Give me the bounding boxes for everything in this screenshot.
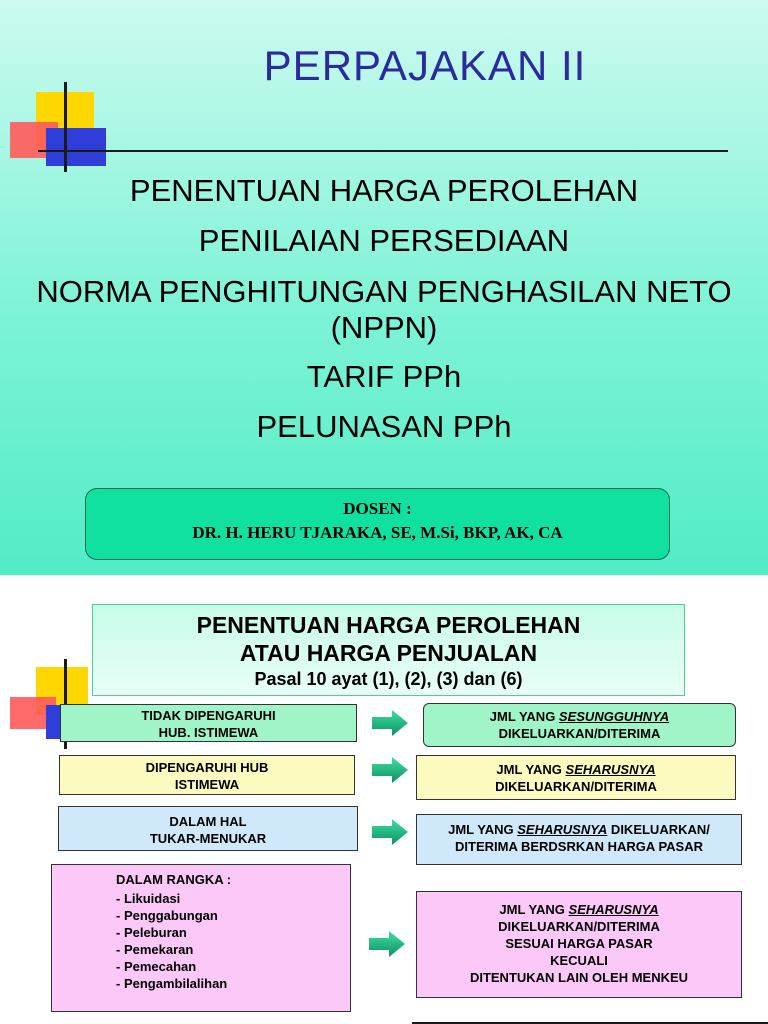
condition-text: TIDAK DIPENGARUHI	[141, 708, 276, 723]
title-divider	[38, 150, 728, 152]
result-box-1	[423, 703, 736, 747]
result-box-4	[416, 891, 742, 998]
result-line: DITENTUKAN LAIN OLEH MENKEU	[469, 970, 689, 985]
condition-box-3	[58, 806, 358, 851]
topic-item: NORMA PENGHITUNGAN PENGHASILAN NETO	[36, 274, 732, 309]
topic-item: (NPPN)	[330, 310, 438, 345]
condition-text: HUB. ISTIMEWA	[158, 725, 259, 740]
condition-text: ISTIMEWA	[174, 777, 240, 792]
result-line: DIKELUARKAN/DITERIMA	[495, 779, 657, 794]
rangka-title: DALAM RANGKA :	[116, 872, 232, 887]
result-line: SESUAI HARGA PASAR	[505, 936, 653, 951]
result-line: JML YANG SEHARUSNYA	[496, 762, 656, 777]
condition-box-2	[59, 755, 355, 795]
slide-1-title: PERPAJAKAN II	[263, 42, 587, 89]
result-line: KECUALI	[550, 953, 608, 968]
topic-item: PENENTUAN HARGA PEROLEHAN	[129, 173, 639, 208]
result-box-3	[416, 814, 742, 865]
slide-2	[0, 575, 768, 1024]
arrow-right-icon	[372, 757, 408, 783]
result-line: JML YANG SEHARUSNYA DIKELUARKAN/	[448, 822, 710, 837]
arrow-right-icon	[372, 710, 408, 736]
condition-box-4	[51, 864, 351, 1012]
result-box-2	[416, 755, 736, 800]
rangka-item: - Likuidasi	[116, 891, 181, 906]
result-line: DITERIMA BERDSRKAN HARGA PASAR	[455, 839, 703, 854]
rangka-item: - Pemekaran	[116, 942, 194, 957]
topic-item: PELUNASAN PPh	[256, 409, 512, 444]
rangka-item: - Penggabungan	[116, 908, 218, 923]
result-line: JML YANG SEHARUSNYA	[499, 902, 659, 917]
rangka-item: - Pengambilalihan	[116, 976, 228, 991]
topic-item: TARIF PPh	[306, 359, 462, 394]
arrow-right-icon	[372, 819, 408, 845]
arrow-right-icon	[369, 931, 405, 957]
result-line: JML YANG SESUNGGUHNYA	[489, 709, 670, 724]
result-line: DIKELUARKAN/DITERIMA	[498, 919, 660, 934]
section-header	[92, 604, 685, 696]
condition-text: DIPENGARUHI HUB	[145, 760, 269, 775]
condition-text: DALAM HAL	[169, 814, 247, 829]
header-legal-basis: Pasal 10 ayat (1), (2), (3) dan (6)	[254, 669, 523, 689]
rangka-item: - Pemecahan	[116, 959, 197, 974]
lecturer-box	[85, 488, 670, 560]
topic-list	[0, 166, 768, 452]
result-line: DIKELUARKAN/DITERIMA	[498, 726, 661, 741]
rangka-item: - Peleburan	[116, 925, 187, 940]
header-line-2: ATAU HARGA PENJUALAN	[239, 640, 538, 666]
header-line-1: PENENTUAN HARGA PEROLEHAN	[196, 612, 581, 638]
condition-box-1	[60, 704, 357, 742]
lecturer-label: DOSEN :	[343, 499, 412, 518]
condition-text: TUKAR-MENUKAR	[149, 831, 267, 846]
lecturer-name: DR. H. HERU TJARAKA, SE, M.Si, BKP, AK, CA	[192, 523, 563, 542]
topic-item: PENILAIAN PERSEDIAAN	[198, 223, 570, 258]
